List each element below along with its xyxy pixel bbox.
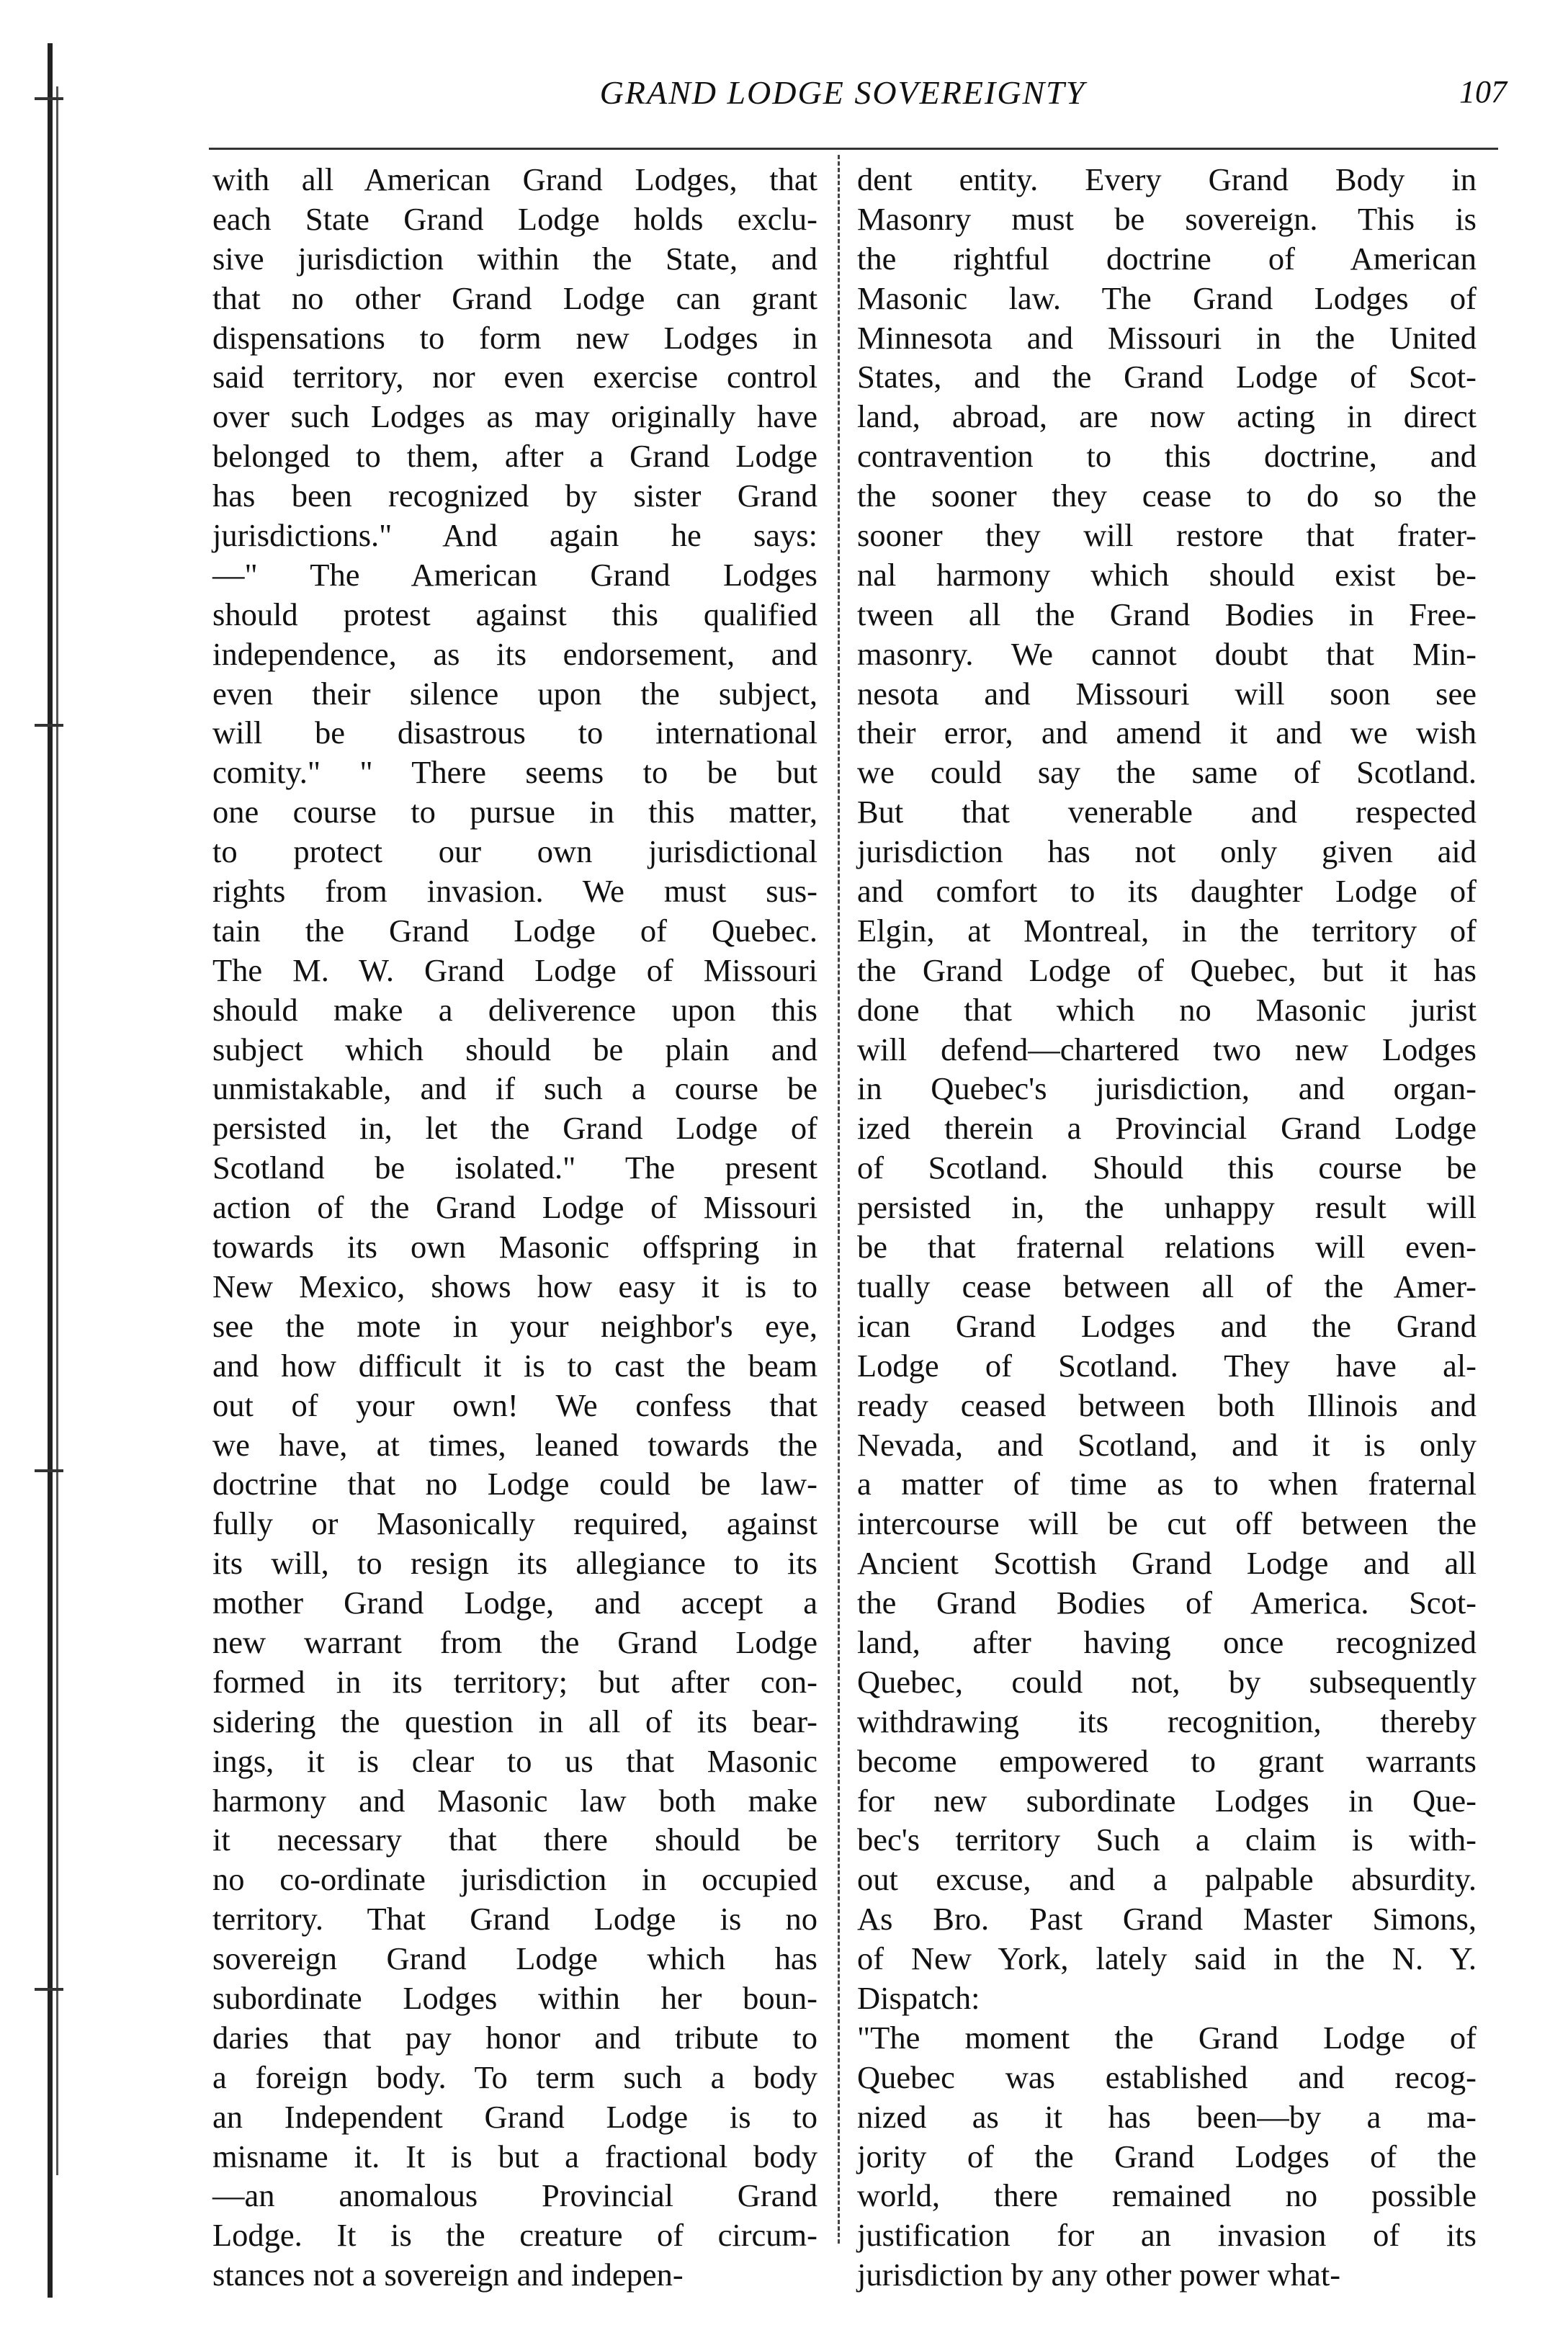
text-line: dispensations to form new Lodges in — [212, 319, 817, 356]
text-line: The M. W. Grand Lodge of Missouri — [212, 951, 817, 988]
text-line: one course to pursue in this matter, — [212, 794, 817, 830]
text-line: should protest against this qualified — [212, 596, 817, 632]
text-line: of Scotland. Should this course be — [857, 1150, 1477, 1186]
text-line: should make a deliverence upon this — [212, 991, 817, 1028]
text-line: nesota and Missouri will soon see — [857, 675, 1477, 712]
text-line: tually cease between all of the Amer- — [857, 1268, 1477, 1304]
text-line: new warrant from the Grand Lodge — [212, 1623, 817, 1660]
text-line: become empowered to grant warrants — [857, 1742, 1477, 1779]
text-line: unmistakable, and if such a course be — [212, 1070, 817, 1107]
text-line: justification for an invasion of its — [857, 2217, 1477, 2254]
text-line: their error, and amend it and we wish — [857, 714, 1477, 751]
text-line: even their silence upon the subject, — [212, 675, 817, 712]
text-line: land, abroad, are now acting in direct — [857, 398, 1477, 435]
binding-rule-inner — [56, 86, 58, 2175]
text-line: But that venerable and respected — [857, 794, 1477, 830]
text-line: that no other Grand Lodge can grant — [212, 279, 817, 316]
text-line: Minnesota and Missouri in the United — [857, 319, 1477, 356]
text-line: out of your own! We confess that — [212, 1386, 817, 1423]
binding-mark — [35, 724, 63, 727]
text-line: each State Grand Lodge holds exclu- — [212, 200, 817, 237]
text-line: contravention to this doctrine, and — [857, 438, 1477, 475]
text-line: an Independent Grand Lodge is to — [212, 2098, 817, 2135]
header-rule — [209, 148, 1498, 150]
text-line: subject which should be plain and — [212, 1031, 817, 1067]
text-line: daries that pay honor and tribute to — [212, 2019, 817, 2056]
text-line: the sooner they cease to do so the — [857, 478, 1477, 514]
binding-mark — [35, 1988, 63, 1991]
text-line: in Quebec's jurisdiction, and organ- — [857, 1070, 1477, 1107]
text-line: sive jurisdiction within the State, and — [212, 240, 817, 277]
binding-edge — [35, 0, 63, 2343]
text-line: Nevada, and Scotland, and it is only — [857, 1426, 1477, 1463]
text-line: withdrawing its recognition, thereby — [857, 1703, 1477, 1739]
right-column — [857, 160, 1477, 2295]
running-header — [173, 73, 1513, 117]
text-line: ized therein a Provincial Grand Lodge — [857, 1110, 1477, 1147]
text-line: we have, at times, leaned towards the — [212, 1426, 817, 1463]
text-line: a matter of time as to when fraternal — [857, 1466, 1477, 1502]
text-line: and how difficult it is to cast the beam — [212, 1347, 817, 1384]
text-line: jority of the Grand Lodges of the — [857, 2138, 1477, 2174]
text-line: As Bro. Past Grand Master Simons, — [857, 1901, 1477, 1937]
text-line: its will, to resign its allegiance to its — [212, 1545, 817, 1582]
text-line: Elgin, at Montreal, in the territory of — [857, 912, 1477, 949]
text-line: land, after having once recognized — [857, 1623, 1477, 1660]
text-line: has been recognized by sister Grand — [212, 478, 817, 514]
text-line: ready ceased between both Illinois and — [857, 1386, 1477, 1423]
text-line: New Mexico, shows how easy it is to — [212, 1268, 817, 1304]
text-line: nized as it has been—by a ma- — [857, 2098, 1477, 2135]
page-number: 107 — [1459, 74, 1507, 109]
text-line: "The moment the Grand Lodge of — [857, 2019, 1477, 2056]
binding-rule — [48, 43, 53, 2298]
text-line: intercourse will be cut off between the — [857, 1505, 1477, 1542]
text-line: Lodge of Scotland. They have al- — [857, 1347, 1477, 1384]
text-line: with all American Grand Lodges, that — [212, 161, 817, 197]
text-line: Masonry must be sovereign. This is — [857, 200, 1477, 237]
text-line: jurisdiction has not only given aid — [857, 833, 1477, 870]
text-line: ings, it is clear to us that Masonic — [212, 1742, 817, 1779]
text-line: to protect our own jurisdictional — [212, 833, 817, 870]
text-line: be that fraternal relations will even- — [857, 1229, 1477, 1265]
text-line: world, there remained no possible — [857, 2177, 1477, 2214]
text-line: for new subordinate Lodges in Que- — [857, 1782, 1477, 1819]
text-line: mother Grand Lodge, and accept a — [212, 1585, 817, 1621]
text-line: formed in its territory; but after con- — [212, 1663, 817, 1700]
text-line: sidering the question in all of its bear- — [212, 1703, 817, 1739]
text-line: bec's territory Such a claim is with- — [857, 1822, 1477, 1858]
text-line: we could say the same of Scotland. — [857, 754, 1477, 791]
text-line: will be disastrous to international — [212, 714, 817, 751]
text-line: the rightful doctrine of American — [857, 240, 1477, 277]
text-line: comity." " There seems to be but — [212, 754, 817, 791]
text-line: fully or Masonically required, against — [212, 1505, 817, 1542]
text-line: of New York, lately said in the N. Y. — [857, 1940, 1477, 1977]
text-line: jurisdiction by any other power what- — [857, 2257, 1341, 2293]
text-line: towards its own Masonic offspring in — [212, 1229, 817, 1265]
text-line: out excuse, and a palpable absurdity. — [857, 1861, 1477, 1898]
text-line: sooner they will restore that frater- — [857, 517, 1477, 554]
running-title: GRAND LODGE SOVEREIGNTY — [599, 74, 1086, 111]
text-line: sovereign Grand Lodge which has — [212, 1940, 817, 1977]
text-line: over such Lodges as may originally have — [212, 398, 817, 435]
text-line: said territory, nor even exercise control — [212, 359, 817, 395]
text-line: nal harmony which should exist be- — [857, 556, 1477, 593]
text-line: Dispatch: — [857, 1979, 980, 2016]
text-line: harmony and Masonic law both make — [212, 1782, 817, 1819]
text-line: ican Grand Lodges and the Grand — [857, 1307, 1477, 1344]
text-line: rights from invasion. We must sus- — [212, 873, 817, 910]
text-line: the Grand Lodge of Quebec, but it has — [857, 951, 1477, 988]
text-line: independence, as its endorsement, and — [212, 635, 817, 672]
text-line: will defend—chartered two new Lodges — [857, 1031, 1477, 1067]
text-line: a foreign body. To term such a body — [212, 2058, 817, 2095]
text-line: Quebec, could not, by subsequently — [857, 1663, 1477, 1700]
text-line: doctrine that no Lodge could be law- — [212, 1466, 817, 1502]
text-line: done that which no Masonic jurist — [857, 991, 1477, 1028]
text-line: Scotland be isolated." The present — [212, 1150, 817, 1186]
text-line: see the mote in your neighbor's eye, — [212, 1307, 817, 1344]
text-line: and comfort to its daughter Lodge of — [857, 873, 1477, 910]
text-line: no co-ordinate jurisdiction in occupied — [212, 1861, 817, 1898]
text-line: it necessary that there should be — [212, 1822, 817, 1858]
text-line: persisted in, let the Grand Lodge of — [212, 1110, 817, 1147]
text-line: belonged to them, after a Grand Lodge — [212, 438, 817, 475]
text-line: action of the Grand Lodge of Missouri — [212, 1189, 817, 1226]
text-line: subordinate Lodges within her boun- — [212, 1979, 817, 2016]
text-line: persisted in, the unhappy result will — [857, 1189, 1477, 1226]
binding-mark — [35, 97, 63, 100]
text-line: States, and the Grand Lodge of Scot- — [857, 359, 1477, 395]
text-line: the Grand Bodies of America. Scot- — [857, 1585, 1477, 1621]
text-line: Ancient Scottish Grand Lodge and all — [857, 1545, 1477, 1582]
text-line: territory. That Grand Lodge is no — [212, 1901, 817, 1937]
binding-mark — [35, 1469, 63, 1472]
text-line: masonry. We cannot doubt that Min- — [857, 635, 1477, 672]
text-line: jurisdictions." And again he says: — [212, 517, 817, 554]
text-line: —an anomalous Provincial Grand — [212, 2177, 817, 2214]
text-line: tain the Grand Lodge of Quebec. — [212, 912, 817, 949]
text-line: Quebec was established and recog- — [857, 2058, 1477, 2095]
text-line: —" The American Grand Lodges — [212, 556, 817, 593]
text-line: Lodge. It is the creature of circum- — [212, 2217, 817, 2254]
text-line: misname it. It is but a fractional body — [212, 2138, 817, 2174]
text-line: dent entity. Every Grand Body in — [857, 161, 1477, 197]
text-line: stances not a sovereign and indepen- — [212, 2257, 684, 2293]
text-line: tween all the Grand Bodies in Free- — [857, 596, 1477, 632]
left-column — [212, 160, 817, 2295]
text-line: Masonic law. The Grand Lodges of — [857, 279, 1477, 316]
column-divider — [838, 155, 840, 2244]
